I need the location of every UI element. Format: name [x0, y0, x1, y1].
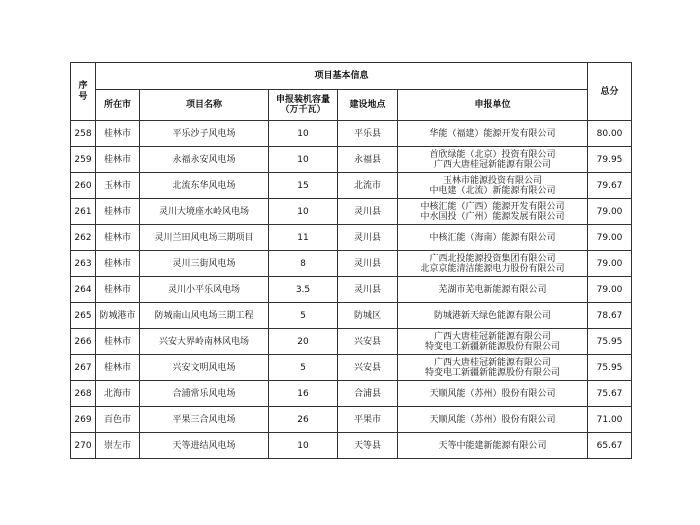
cell-capacity: 11 — [269, 225, 338, 251]
cell-city: 百色市 — [96, 407, 140, 433]
applicant-line: 首欣绿能（北京）投资有限公司 — [429, 149, 556, 160]
seq-header — [71, 63, 96, 121]
cell-location: 天等县 — [338, 433, 398, 459]
cell-city: 玉林市 — [96, 173, 140, 199]
cell-project-name: 灵川小平乐风电场 — [140, 277, 269, 303]
cell-applicant — [398, 303, 588, 329]
table-row — [71, 199, 632, 225]
cell-project-name: 平乐沙子风电场 — [140, 121, 269, 147]
table-row — [71, 329, 632, 355]
cell-seq: 270 — [71, 433, 96, 459]
cell-seq: 265 — [71, 303, 96, 329]
table-row — [71, 173, 632, 199]
cell-project-name: 兴安大界岭南林风电场 — [140, 329, 269, 355]
applicant-line: 特变电工新疆新能源股份有限公司 — [425, 367, 561, 378]
cell-score: 79.67 — [588, 173, 632, 199]
cell-seq: 263 — [71, 251, 96, 277]
total-score-header: 总分 — [588, 63, 632, 121]
table-row — [71, 433, 632, 459]
cell-seq: 261 — [71, 199, 96, 225]
cell-project-name: 天等进结风电场 — [140, 433, 269, 459]
cell-location: 兴安县 — [338, 355, 398, 381]
table-row — [71, 355, 632, 381]
cell-capacity: 10 — [269, 121, 338, 147]
cell-location: 平乐县 — [338, 121, 398, 147]
cell-applicant — [398, 121, 588, 147]
capacity-header-line2: （万千瓦） — [280, 105, 326, 115]
location-header: 建设地点 — [338, 90, 398, 121]
cell-location: 灵川县 — [338, 251, 398, 277]
cell-project-name: 灵川三街风电场 — [140, 251, 269, 277]
cell-location: 合浦县 — [338, 381, 398, 407]
project-score-table — [70, 62, 632, 459]
cell-score: 71.00 — [588, 407, 632, 433]
group-header: 项目基本信息 — [96, 63, 588, 90]
cell-score: 79.00 — [588, 225, 632, 251]
cell-city: 桂林市 — [96, 355, 140, 381]
cell-applicant — [398, 407, 588, 433]
cell-applicant — [398, 199, 588, 225]
cell-seq: 268 — [71, 381, 96, 407]
table-row — [71, 147, 632, 173]
cell-applicant — [398, 277, 588, 303]
cell-city: 防城港市 — [96, 303, 140, 329]
header-row-columns — [71, 90, 632, 121]
cell-location: 灵川县 — [338, 199, 398, 225]
cell-seq: 266 — [71, 329, 96, 355]
cell-city: 桂林市 — [96, 121, 140, 147]
capacity-header-line1: 申报装机容量 — [275, 95, 330, 105]
applicant-line: 中电建（北流）新能源有限公司 — [429, 185, 556, 196]
applicant-line: 天顺风能（苏州）股份有限公司 — [429, 388, 556, 399]
table-row — [71, 381, 632, 407]
cell-score: 75.95 — [588, 329, 632, 355]
applicant-line: 广西大唐桂冠新能源有限公司 — [434, 331, 552, 342]
applicant-line: 北京京能清洁能源电力股份有限公司 — [420, 263, 565, 274]
cell-seq: 264 — [71, 277, 96, 303]
table-row — [71, 121, 632, 147]
cell-score: 80.00 — [588, 121, 632, 147]
applicant-line: 天等中能建新能源有限公司 — [438, 440, 547, 451]
cell-location: 防城区 — [338, 303, 398, 329]
applicant-line: 玉林市能源投资有限公司 — [443, 175, 543, 186]
cell-seq: 260 — [71, 173, 96, 199]
applicant-line: 天顺风能（苏州）股份有限公司 — [429, 414, 556, 425]
cell-seq: 269 — [71, 407, 96, 433]
cell-score: 78.67 — [588, 303, 632, 329]
cell-project-name: 平果三合风电场 — [140, 407, 269, 433]
city-header: 所在市 — [96, 90, 140, 121]
applicant-line: 广西大唐桂冠新能源有限公司 — [434, 357, 552, 368]
cell-city: 桂林市 — [96, 251, 140, 277]
table-row — [71, 225, 632, 251]
cell-capacity: 3.5 — [269, 277, 338, 303]
applicant-line: 中水国投（广州）能源发展有限公司 — [420, 211, 565, 222]
cell-applicant — [398, 433, 588, 459]
table-row — [71, 407, 632, 433]
cell-capacity: 20 — [269, 329, 338, 355]
cell-seq: 259 — [71, 147, 96, 173]
cell-project-name: 北流东华风电场 — [140, 173, 269, 199]
table-row — [71, 303, 632, 329]
cell-project-name: 防城南山风电场三期工程 — [140, 303, 269, 329]
cell-project-name: 兴安文明风电场 — [140, 355, 269, 381]
cell-score: 65.67 — [588, 433, 632, 459]
cell-city: 桂林市 — [96, 199, 140, 225]
cell-score: 79.95 — [588, 147, 632, 173]
cell-applicant — [398, 147, 588, 173]
applicant-line: 中核汇能（广西）能源开发有限公司 — [420, 201, 565, 212]
cell-seq: 262 — [71, 225, 96, 251]
cell-applicant — [398, 173, 588, 199]
cell-applicant — [398, 251, 588, 277]
cell-seq: 258 — [71, 121, 96, 147]
cell-capacity: 10 — [269, 199, 338, 225]
cell-score: 75.95 — [588, 355, 632, 381]
applicant-line: 防城港新天绿色能源有限公司 — [434, 310, 552, 321]
cell-city: 桂林市 — [96, 147, 140, 173]
cell-location: 平果市 — [338, 407, 398, 433]
applicant-line: 华能（福建）能源开发有限公司 — [429, 128, 556, 139]
cell-project-name: 合浦常乐风电场 — [140, 381, 269, 407]
cell-applicant — [398, 329, 588, 355]
cell-seq: 267 — [71, 355, 96, 381]
cell-score: 75.67 — [588, 381, 632, 407]
cell-score: 79.00 — [588, 251, 632, 277]
applicant-line: 广西大唐桂冠新能源有限公司 — [434, 159, 552, 170]
seq-header-bottom: 号 — [78, 91, 88, 102]
cell-applicant — [398, 225, 588, 251]
applicant-header: 申报单位 — [398, 90, 588, 121]
table-row — [71, 251, 632, 277]
cell-score: 79.00 — [588, 199, 632, 225]
applicant-line: 芜湖市芜电新能源有限公司 — [438, 284, 547, 295]
cell-location: 灵川县 — [338, 277, 398, 303]
cell-project-name: 永福永安风电场 — [140, 147, 269, 173]
cell-capacity: 8 — [269, 251, 338, 277]
cell-city: 崇左市 — [96, 433, 140, 459]
cell-city: 北海市 — [96, 381, 140, 407]
applicant-line: 特变电工新疆新能源股份有限公司 — [425, 341, 561, 352]
cell-project-name: 灵川兰田风电场三期项目 — [140, 225, 269, 251]
applicant-line: 广西北投能源投资集团有限公司 — [429, 253, 556, 264]
cell-capacity: 5 — [269, 303, 338, 329]
header-row-group — [71, 63, 632, 90]
cell-project-name: 灵川大境座水岭风电场 — [140, 199, 269, 225]
cell-capacity: 5 — [269, 355, 338, 381]
cell-score: 79.00 — [588, 277, 632, 303]
cell-applicant — [398, 381, 588, 407]
cell-city: 桂林市 — [96, 277, 140, 303]
table-row — [71, 277, 632, 303]
cell-city: 桂林市 — [96, 329, 140, 355]
cell-location: 兴安县 — [338, 329, 398, 355]
cell-city: 桂林市 — [96, 225, 140, 251]
project-name-header: 项目名称 — [140, 90, 269, 121]
cell-capacity: 10 — [269, 433, 338, 459]
cell-location: 北流市 — [338, 173, 398, 199]
seq-header-top: 序 — [78, 80, 88, 91]
applicant-line: 中核汇能（海南）能源有限公司 — [429, 232, 556, 243]
capacity-header — [269, 90, 338, 121]
cell-capacity: 26 — [269, 407, 338, 433]
cell-capacity: 15 — [269, 173, 338, 199]
cell-location: 灵川县 — [338, 225, 398, 251]
cell-capacity: 16 — [269, 381, 338, 407]
cell-location: 永福县 — [338, 147, 398, 173]
cell-capacity: 10 — [269, 147, 338, 173]
cell-applicant — [398, 355, 588, 381]
